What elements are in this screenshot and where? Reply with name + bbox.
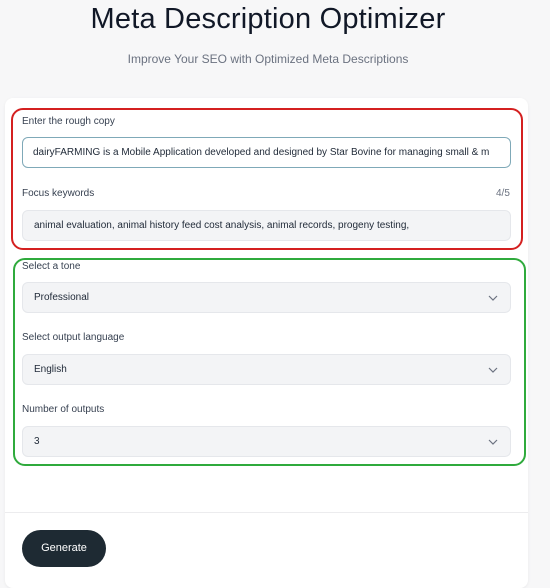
language-select[interactable]: [22, 354, 511, 385]
footer-divider: [5, 512, 528, 513]
language-label: Select output language: [22, 332, 125, 343]
focus-keywords-input[interactable]: animal evaluation, animal history feed cost analysis, animal records, progeny testing,: [22, 210, 511, 241]
outputs-select[interactable]: [22, 426, 511, 457]
page-subtitle: Improve Your SEO with Optimized Meta Descriptions: [127, 52, 409, 66]
chevron-down-icon: [488, 365, 498, 375]
rough-copy-label: Enter the rough copy: [22, 116, 115, 127]
outputs-label: Number of outputs: [22, 404, 105, 415]
outputs-select-value: 3: [34, 436, 40, 447]
chevron-down-icon: [488, 293, 498, 303]
language-select-value: English: [34, 364, 67, 375]
tone-label: Select a tone: [22, 261, 81, 272]
generate-button[interactable]: Generate: [22, 530, 106, 567]
chevron-down-icon: [488, 437, 498, 447]
page-title: Meta Description Optimizer: [90, 3, 446, 35]
focus-keywords-label: Focus keywords: [22, 188, 95, 199]
tone-select[interactable]: [22, 282, 511, 313]
rough-copy-input[interactable]: dairyFARMING is a Mobile Application developed and designed by Star Bovine for managing small & m: [22, 137, 511, 168]
tone-select-value: Professional: [34, 292, 90, 303]
keywords-counter: 4/5: [496, 188, 510, 199]
